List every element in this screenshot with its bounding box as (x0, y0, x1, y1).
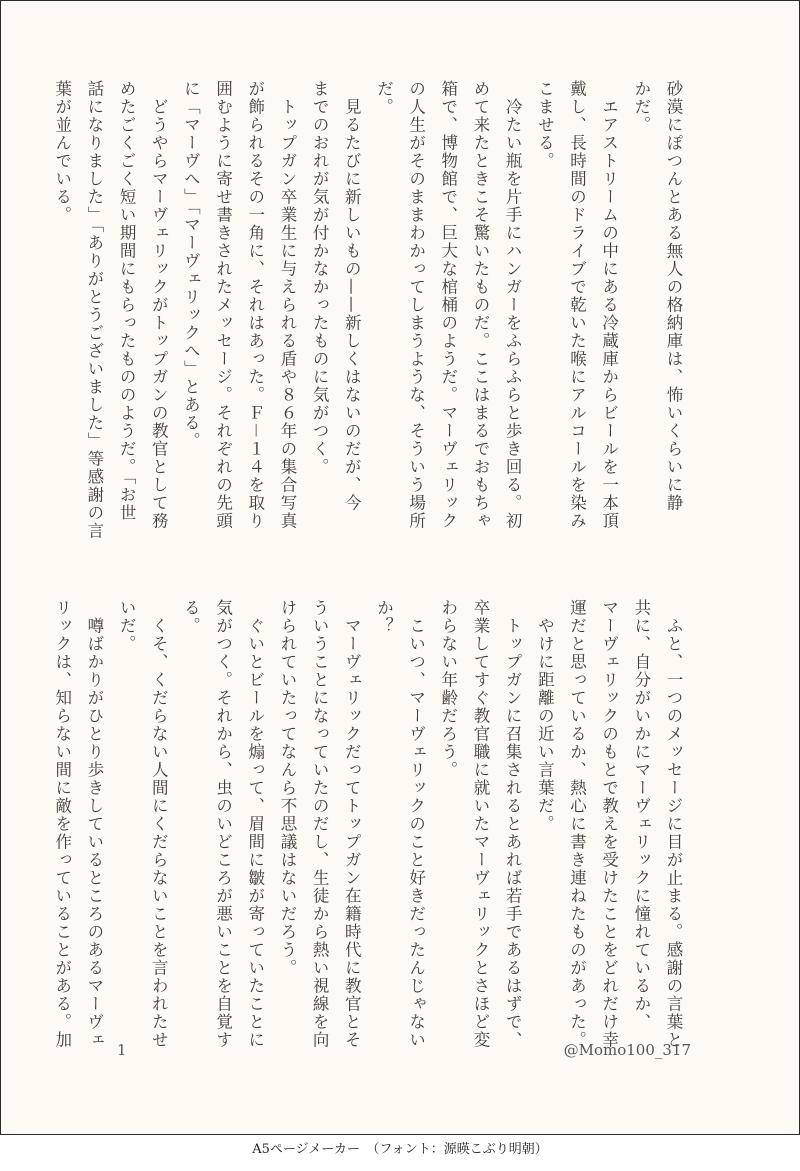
upper-text-block: 砂漠にぽつんとある無人の格納庫は、怖いくらいに静 かだ。 エアストリームの中にある冷蔵庫からビールを一本頂 戴し、長時間のドライブで乾いた喉にアルコールを染み こませる。 冷たい瓶を片手にハンガーをふらふらと歩き回る。初 めて来たときこそ驚いたものだ。ここはまるでおもちゃ 箱で、博物館で、巨大な棺桶のようだ。マーヴェリック の人生がそのままわかってしまうような、そういう場所 だ。 見るたびに新しいもの——新しくはないのだが、今 までのおれが気が付かなかったものに気がつく。 トップガン卒業生に与えられる盾や８６年の集合写真 が飾られるその一角に、それはあった。Ｆ－１４を取り 囲むように寄せ書きされたメッセージ。それぞれの先頭 に「マーヴへ」「マーヴェリックへ」とある。 どうやらマーヴェリックがトップガンの教官として務 めたごくごく短い期間にもらったもののようだ。「お世 話になりました」「ありがとうございました」等感謝の言 葉が並んでいる。 (52, 80, 683, 540)
footer-caption: A5ページメーカー （フォント：源暎こぶり明朝） (252, 1142, 548, 1157)
author-handle: @Momo100_317 (563, 1041, 691, 1059)
page-number: 1 (117, 1041, 127, 1059)
lower-text-block: ふと、一つのメッセージに目が止まる。感謝の言葉と 共に、自分がいかにマーヴェリックに憧れているか、 マーヴェリックのもとで教えを受けたことをどれだけ幸 運だと思っているか、熱心に書き連ねたものがあった。 やけに距離の近い言葉だ。 トップガンに召集されるとあれば若手であるはずで、 卒業してすぐ教官職に就いたマーヴェリックとさほど変 わらない年齢だろう。 こいつ、マーヴェリックのこと好きだったんじゃない か？ マーヴェリックだってトップガン在籍時代に教官とそ ういうことになっていたのだし、生徒から熱い視線を向 けられていたってなんら不思議はないだろう。 ぐいとビールを煽って、眉間に皺が寄っていたことに 気がつく。それから、虫のいどころが悪いことを自覚す る。 くそ、くだらない人間にくだらないことを言われたせ いだ。 噂ばかりがひとり歩きしているところのあるマーヴェ リックは、知らない間に敵を作っていることがある。加 (52, 599, 683, 1049)
